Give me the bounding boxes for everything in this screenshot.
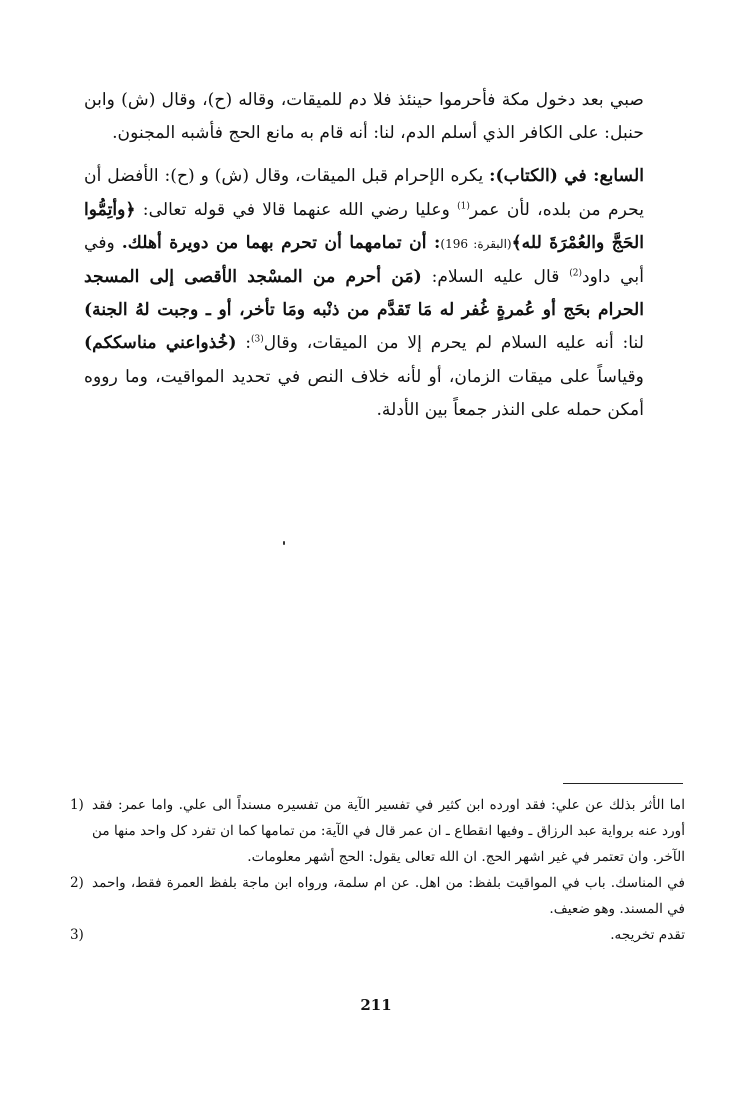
footnote-2 xyxy=(70,870,685,922)
paragraph-2 xyxy=(84,160,644,427)
hadith-text: (مَن أحرم من المسْجد الأقصى إلى المسجد الحرام بحَج أو عُمرةٍ غُفر له مَا تَقدَّم من ذنْبه ومَا تأخر، أو ـ وجبت لهُ الجنة) xyxy=(84,267,644,321)
footnotes xyxy=(70,792,685,948)
footnote-divider xyxy=(563,783,683,784)
section-heading: السابع: في (الكتاب): xyxy=(489,166,644,187)
text-segment: قال عليه السلام: xyxy=(421,267,570,288)
text-segment: وقياساً على ميقات الزمان، أو لأنه خلاف النص في تحديد المواقيت، وما رووه أمكن حمله على النذر جمعاً بين الأدلة. xyxy=(84,366,644,420)
footnote-1 xyxy=(70,792,685,870)
footnote-ref-1[interactable]: (1) xyxy=(457,200,470,211)
text-segment: : xyxy=(236,333,252,354)
text-segment: لنا: أنه عليه السلام لم يحرم إلا من الميقات، وقال xyxy=(263,333,644,354)
verse-reference: (البقرة: 196) xyxy=(440,236,512,251)
main-text xyxy=(84,84,644,427)
footnote-1-number: 1) xyxy=(70,797,84,813)
text-segment: وعليا رضي الله عنهما قالا في قوله تعالى: xyxy=(135,199,458,220)
print-speck xyxy=(283,541,285,545)
paragraph-1-text: صبي بعد دخول مكة فأحرموا حينئذ فلا دم للميقات، وقاله (ح)، وقال (ش) وابن حنبل: على الكافر الذي أسلم الدم، لنا: أنه قام به مانع الحج فأشبه المجنون. xyxy=(84,90,644,144)
footnote-ref-3[interactable]: (3) xyxy=(251,334,264,345)
footnote-2-text: في المناسك. باب في المواقيت بلفظ: من اهل. عن ام سلمة، ورواه ابن ماجة بلفظ العمرة فقط، واحمد في المسند. وهو ضعيف. xyxy=(92,875,685,917)
quran-verse: ﴿وأتِمُّوا الحَجَّ والعُمْرَةَ لله﴾ xyxy=(84,199,644,253)
footnote-3 xyxy=(70,922,685,948)
text-segment: يكره الإحرام قبل الميقات، وقال (ش) و (ح): الأفضل أن يحرم من بلده، لأن عمر xyxy=(84,166,644,220)
hadith-text-2: (خُذواعني مناسككم) xyxy=(84,333,237,354)
footnote-3-number: 3) xyxy=(70,927,84,943)
footnote-ref-2[interactable]: (2) xyxy=(569,268,582,279)
paragraph-1 xyxy=(84,84,644,150)
verse-explanation: : أن تمامهما أن تحرم بهما من دويرة أهلك. xyxy=(121,232,441,253)
page-number: 211 xyxy=(360,996,392,1014)
footnote-1-text: اما الأثر بذلك عن علي: فقد اورده ابن كثير في تفسير الآية من تفسيره مسنداً الى علي. واما عمر: فقد أورد عنه برواية عبد الرزاق ـ وفيها انقطاع ـ ان عمر قال في الآية: من تمامها كما ان تفرد كل واحد منها من الآخر. وان تعتمر في غير اشهر الحج. ان الله تعالى يقول: الحج أشهر معلومات. xyxy=(92,797,685,865)
footnote-2-number: 2) xyxy=(70,875,84,891)
text-segment: وفي أبي داود xyxy=(84,232,644,288)
footnote-3-text: تقدم تخريجه. xyxy=(610,927,685,943)
